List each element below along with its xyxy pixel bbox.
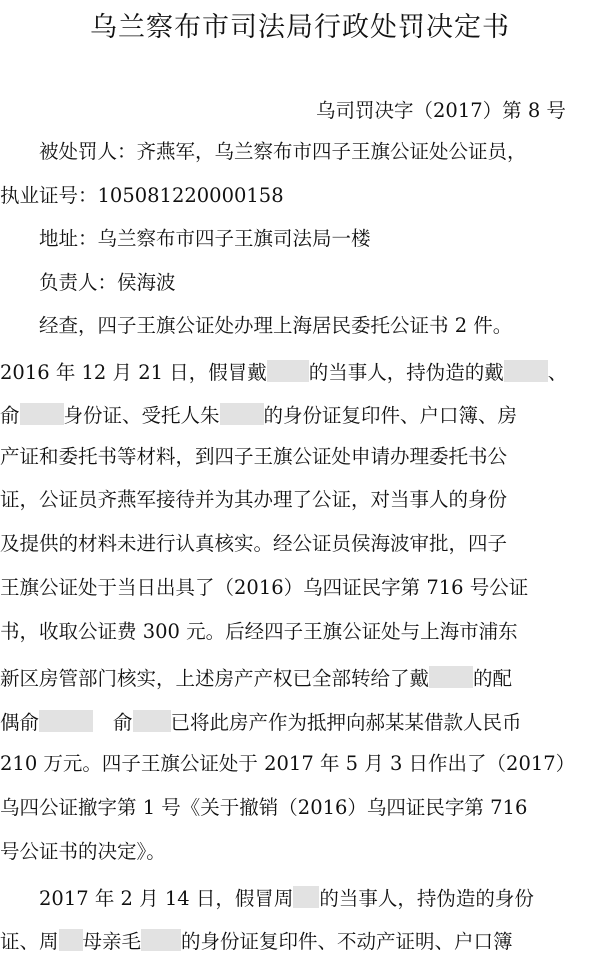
text-line: 执业证号：105081220000158 [0, 184, 284, 207]
text-line: 偶俞 俞 已将此房产作为抵押向郝某某借款人民币 [0, 711, 522, 734]
text-line: 经查，四子王旗公证处办理上海居民委托公证书 2 件。 [0, 314, 513, 337]
text-line: 乌四公证撤字第 1 号《关于撤销（2016）乌四证民字第 716 [0, 796, 528, 819]
text-line: 及提供的材料未进行认真核实。经公证员侯海波审批，四子 [0, 532, 508, 555]
text-line: 负责人：侯海波 [0, 271, 176, 294]
text-line: 证、周 母亲毛 的身份证复印件、不动产证明、户口簿 [0, 930, 513, 953]
redaction-box [20, 403, 64, 425]
text-line: 号公证书的决定》。 [0, 840, 166, 863]
redaction-box [267, 360, 309, 382]
redaction-box [293, 886, 319, 908]
text-line: 产证和委托书等材料，到四子王旗公证处申请办理委托书公 [0, 445, 508, 468]
document-title: 乌兰察布市司法局行政处罚决定书 [90, 12, 510, 43]
text-line: 王旗公证处于当日出具了（2016）乌四证民字第 716 号公证 [0, 576, 529, 599]
redaction-box [429, 666, 473, 688]
redaction-box [141, 929, 181, 951]
redaction-box [504, 360, 548, 382]
redaction-box [133, 710, 171, 732]
text-line: 2017 年 2 月 14 日，假冒周 的当事人，持伪造的身份 [0, 887, 534, 910]
redaction-box [220, 403, 264, 425]
redaction-box [59, 929, 83, 951]
text-line: 俞 身份证、受托人朱 的身份证复印件、户口簿、房 [0, 404, 518, 427]
text-line: 2016 年 12 月 21 日，假冒戴 的当事人，持伪造的戴 、 [0, 361, 568, 384]
text-line: 书，收取公证费 300 元。后经四子王旗公证处与上海市浦东 [0, 620, 518, 643]
text-line: 地址：乌兰察布市四子王旗司法局一楼 [0, 227, 371, 250]
text-line: 新区房管部门核实，上述房产产权已全部转给了戴 的配 [0, 667, 513, 690]
text-line: 证，公证员齐燕军接待并为其办理了公证，对当事人的身份 [0, 488, 508, 511]
redaction-box [39, 710, 93, 732]
document-number: 乌司罚决字（2017）第 8 号 [316, 99, 566, 122]
text-line: 被处罚人：齐燕军，乌兰察布市四子王旗公证处公证员， [0, 140, 527, 163]
text-line: 210 万元。四子王旗公证处于 2017 年 5 月 3 日作出了（2017） [0, 752, 576, 775]
